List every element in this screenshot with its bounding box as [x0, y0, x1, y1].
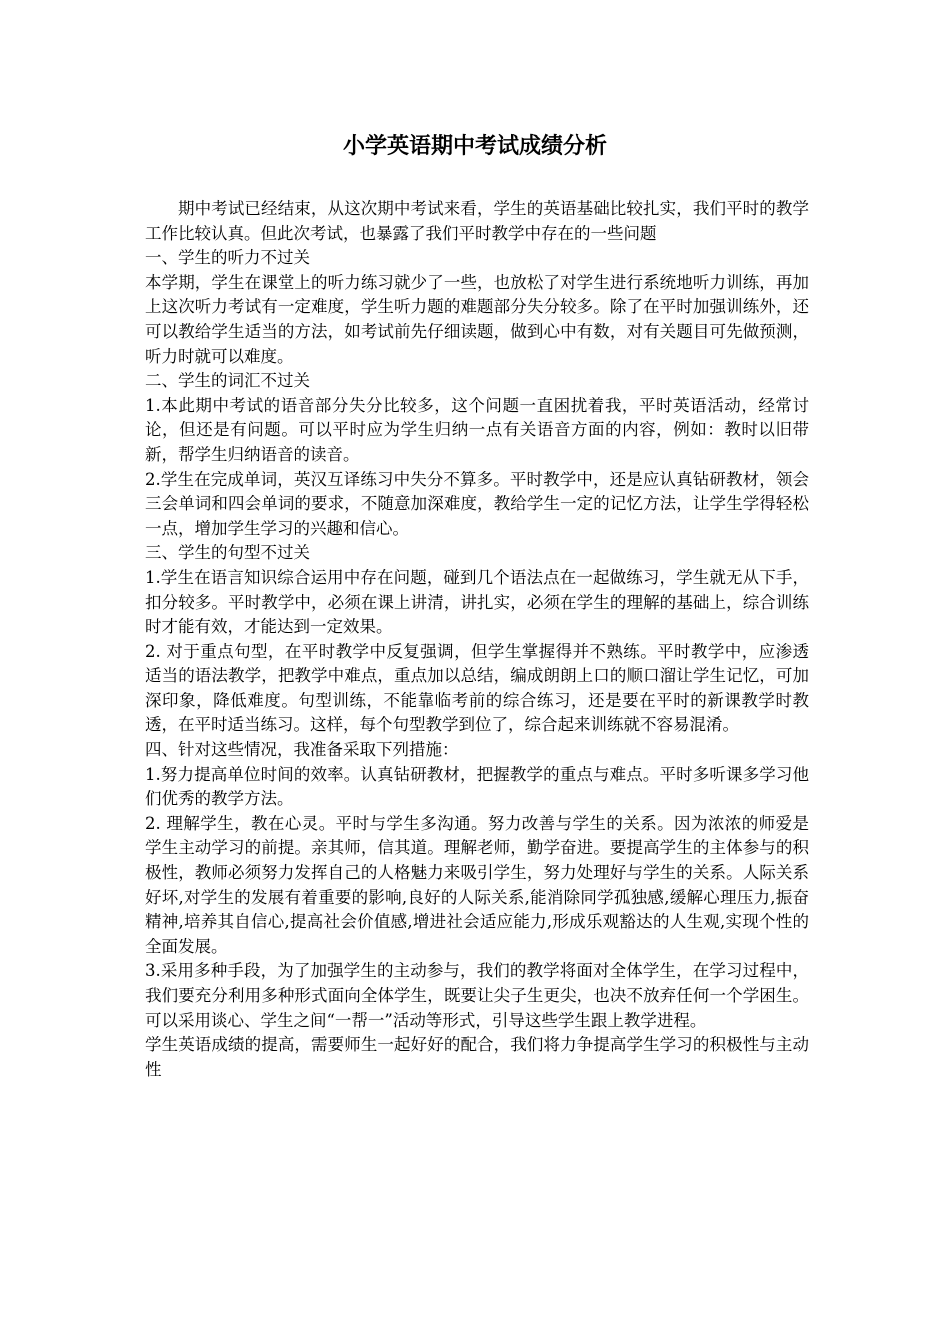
paragraph-sentence-1: 1.学生在语言知识综合运用中存在问题，碰到几个语法点在一起做练习，学生就无从下手，扣分较多。平时教学中，必须在课上讲清，讲扎实，必须在学生的理解的基础上，综合训练时才能有效，才能达到一定效果。 [145, 567, 809, 637]
section-heading-vocabulary: 二、学生的词汇不过关 [145, 371, 310, 391]
document-body [145, 197, 809, 1082]
section-heading-measures: 四、针对这些情况，我准备采取下列措施： [145, 740, 459, 760]
closing-paragraph: 学生英语成绩的提高，需要师生一起好好的配合，我们将力争提高学生学习的积极性与主动性 [145, 1035, 809, 1079]
paragraph-measure-3: 3.采用多种手段，为了加强学生的主动参与，我们的教学将面对全体学生，在学习过程中，我们要充分利用多种形式面向全体学生，既要让尖子生更尖，也决不放弃任何一个学困生。可以采用谈心、学生之间“一帮一”活动等形式，引导这些学生跟上教学进程。 [145, 961, 809, 1030]
document-title: 小学英语期中考试成绩分析 [342, 133, 607, 159]
paragraph-vocabulary-2: 2.学生在完成单词，英汉互译练习中失分不算多。平时教学中，还是应认真钻研教材，领会三会单词和四会单词的要求，不随意加深难度，教给学生一定的记忆方法，让学生学得轻松一点，增加学生学习的兴趣和信心。 [145, 469, 809, 538]
paragraph-listening: 本学期，学生在课堂上的听力练习就少了一些，也放松了对学生进行系统地听力训练，再加上这次听力考试有一定难度，学生听力题的难题部分失分较多。除了在平时加强训练外，还可以教给学生适当的方法，如考试前先仔细读题，做到心中有数，对有关题目可先做预测，听力时就可以难度。 [145, 272, 809, 366]
paragraph-measure-1: 1.努力提高单位时间的效率。认真钻研教材，把握教学的重点与难点。平时多听课多学习他们优秀的教学方法。 [145, 764, 809, 809]
section-heading-sentence: 三、学生的句型不过关 [145, 543, 310, 563]
paragraph-vocabulary-1: 1.本此期中考试的语音部分失分比较多，这个问题一直困扰着我，平时英语活动，经常讨论，但还是有问题。可以平时应为学生归纳一点有关语音方面的内容，例如：教时以旧带新，帮学生归纳语音的读音。 [145, 395, 809, 464]
section-heading-listening: 一、学生的听力不过关 [145, 248, 310, 268]
intro-paragraph: 期中考试已经结束，从这次期中考试来看，学生的英语基础比较扎实，我们平时的教学工作比较认真。但此次考试，也暴露了我们平时教学中存在的一些问题 [145, 199, 809, 243]
paragraph-sentence-2: 2. 对于重点句型，在平时教学中反复强调，但学生掌握得并不熟练。平时教学中，应渗透适当的语法教学，把教学中难点，重点加以总结，编成朗朗上口的顺口溜让学生记忆，可加深印象，降低难度。句型训练，不能靠临考前的综合练习，还是要在平时的新课教学时教透，在平时适当练习。这样，每个句型教学到位了，综合起来训练就不容易混淆。 [145, 641, 809, 735]
paragraph-measure-2: 2. 理解学生，教在心灵。平时与学生多沟通。努力改善与学生的关系。因为浓浓的师爱是学生主动学习的前提。亲其师，信其道。理解老师，勤学奋进。要提高学生的主体参与的积极性，教师必须努力发挥自己的人格魅力来吸引学生，努力处理好与学生的关系。人际关系好坏,对学生的发展有着重要的影响,良好的人际关系,能消除同学孤独感,缓解心理压力,振奋精神,培养其自信心,提高社会价值感,增进社会适应能力,形成乐观豁达的人生观,实现个性的全面发展。 [145, 813, 809, 956]
